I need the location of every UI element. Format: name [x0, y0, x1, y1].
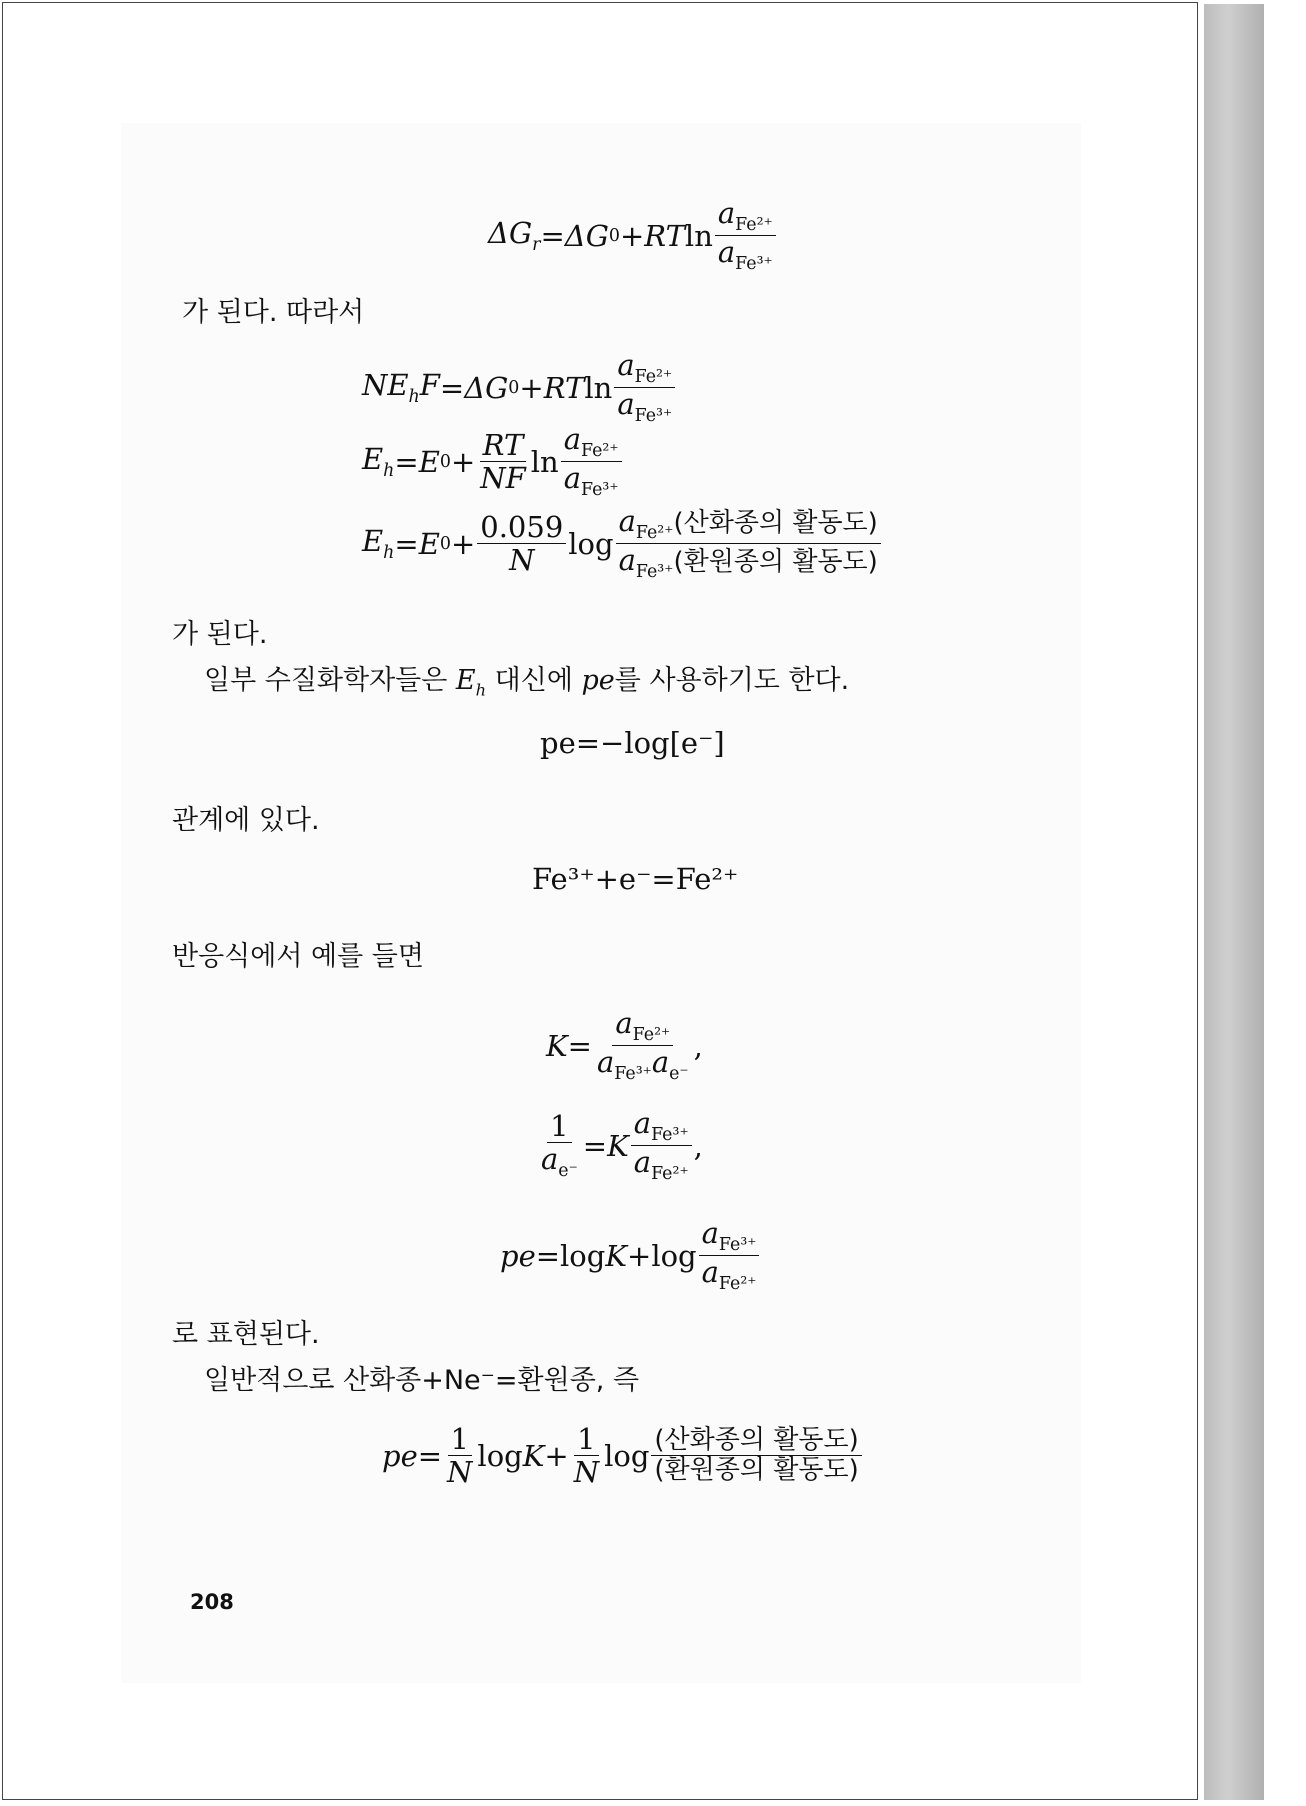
eq-eh-log: $E_h$ = E 0 + $\frac{0.059}{N}$ log $\frac{a_{Fe^{2+}}(산화종의 활동도)}{a_{Fe^{3+}}(환원종의 활동도)}$ — [362, 506, 883, 581]
text-line-2: 가 된다. — [172, 619, 268, 650]
text-line-5: 반응식에서 예를 들면 — [172, 941, 424, 972]
book-side-edge — [1204, 4, 1264, 1800]
red-activity-label: (환원종의 활동도) — [673, 547, 878, 578]
page-number: 208 — [190, 1590, 234, 1614]
text-line-1: 가 된다. 따라서 — [182, 297, 365, 328]
eq-pe-definition: pe=−log[e⁻] — [540, 726, 725, 760]
text-line-4: 관계에 있다. — [172, 805, 320, 836]
eq-inverse-ae: $\frac{1}{a_{e^-}}$ = K $\frac{a_{Fe^{3+}}}{a_{Fe^{2+}}}$ , — [541, 1106, 703, 1184]
eq-fe-reaction: Fe³⁺+e⁻=Fe²⁺ — [532, 862, 739, 896]
ox-activity-label-2: (산화종의 활동도) — [651, 1427, 861, 1456]
constant-0059: 0.059 — [477, 512, 566, 544]
eq-k: K = $\frac{a_{Fe^{2+}}}{a_{Fe^{3+}}a_{e^-}}$ , — [546, 1006, 703, 1084]
text-line-6: 로 표현된다. — [172, 1319, 320, 1350]
text-line-3c: 를 사용하기도 한다. — [614, 665, 850, 696]
text-line-3b: 대신에 — [494, 665, 573, 696]
eq-pe-logk: pe =log K +log $\frac{a_{Fe^{3+}}}{a_{Fe^{2+}}}$ — [500, 1218, 761, 1293]
eq-nehf: $NE_hF$ = ΔG 0 + RT ln $\frac{a_{Fe^{2+}}}{a_{Fe^{3+}}}$ — [362, 350, 677, 425]
ox-activity-label: (산화종의 활동도) — [673, 508, 878, 538]
red-activity-label-2: (환원종의 활동도) — [654, 1455, 859, 1486]
text-line-7: 일반적으로 산화종+Ne⁻=환원종, 즉 — [204, 1365, 640, 1396]
eq-eh-nernst: $E_h$ = E 0 + $\frac{RT}{NF}$ ln $\frac{a_{Fe^{2+}}}{a_{Fe^{3+}}}$ — [362, 424, 624, 499]
eq-delta-g-r: $\Delta G_r$ = ΔG 0 + RT ln $\frac{a_{Fe^{2+}}}{a_{Fe^{3+}}}$ — [488, 198, 778, 273]
text-line-3a: 일부 수질화학자들은 — [204, 665, 448, 696]
text-line-3: 일부 수질화학자들은 $E_h$ 대신에 pe를 사용하기도 한다. — [204, 665, 850, 700]
eq-pe-general: pe = $\frac{1}{N}$ log K + $\frac{1}{N}$ log $\frac{\text{(산화종의 활동도)}}{\text{(환원종의 활동도)}}$ — [382, 1424, 864, 1488]
